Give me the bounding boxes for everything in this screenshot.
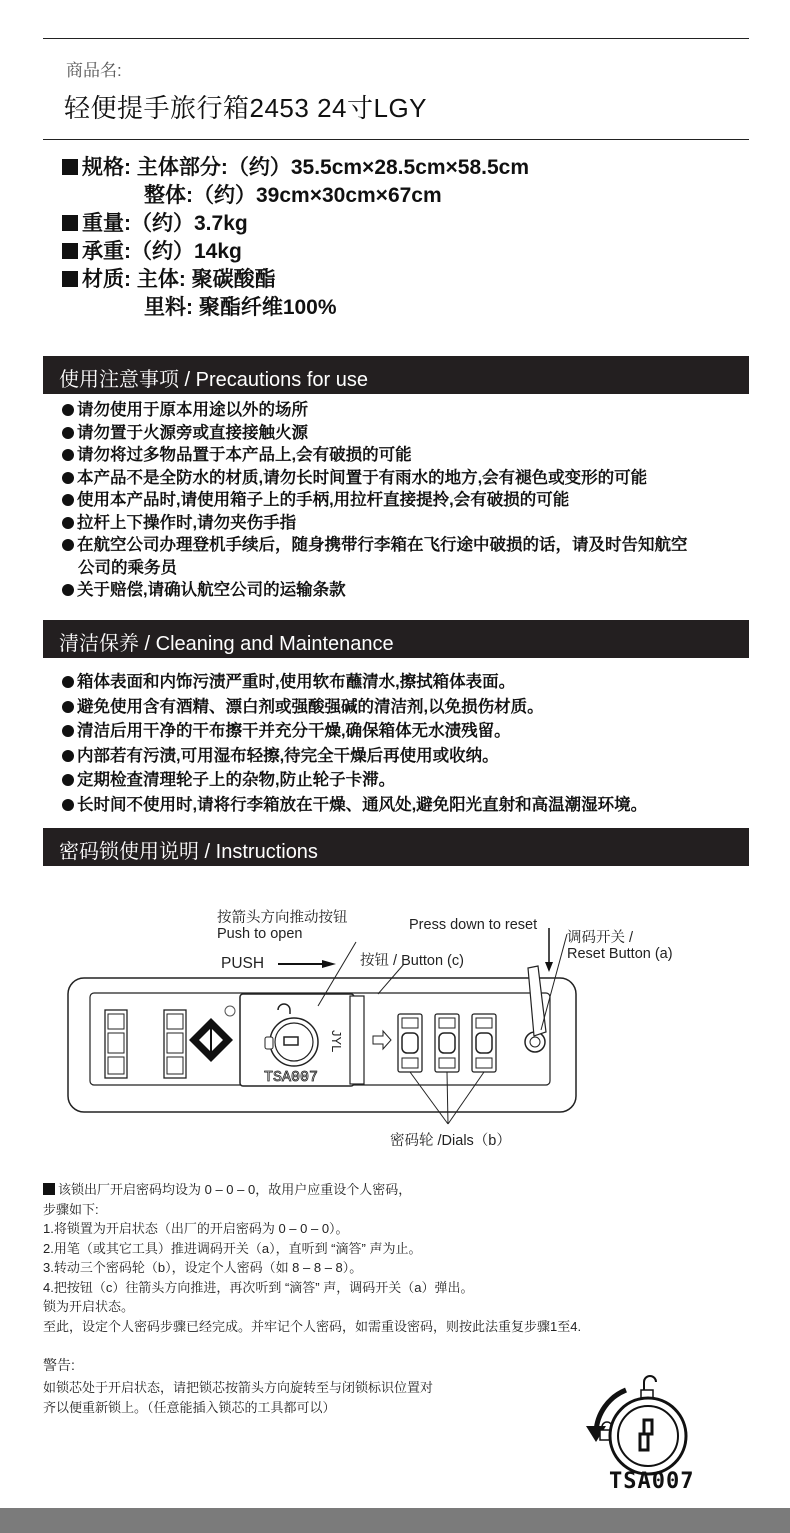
push-arrow-icon	[278, 960, 336, 968]
note-line: 3.转动三个密码轮（b），设定个人密码（如 8 – 8 – 8）。	[43, 1260, 363, 1275]
spec-row: 里料: 聚酯纤维100%	[144, 296, 337, 319]
push-label: PUSH	[221, 955, 265, 972]
footer-bar	[0, 1508, 790, 1533]
latch-right-icon	[164, 1010, 186, 1078]
tsa-label: TSA007	[609, 1469, 695, 1494]
bullet-icon	[62, 676, 74, 688]
square-bullet-icon	[62, 243, 78, 259]
product-name-label: 商品名:	[66, 61, 122, 80]
spec-row: 规格: 主体部分:（约）35.5cm×28.5cm×58.5cm	[62, 154, 529, 182]
header-divider	[43, 139, 749, 140]
bullet-icon	[62, 539, 74, 551]
note-line: 至此，设定个人密码步骤已经完成。并牢记个人密码，如需重设密码，则按此法重复步骤1至4.	[43, 1318, 582, 1334]
list-item: 清洁后用干净的干布擦干并充分干燥,确保箱体无水渍残留。	[62, 719, 647, 744]
bullet-icon	[62, 427, 74, 439]
list-item: 内部若有污渍,可用湿布轻擦,待完全干燥后再使用或收纳。	[62, 744, 647, 769]
list-item-continuation: 公司的乘务员	[78, 558, 177, 577]
bullet-icon	[62, 725, 74, 737]
bullet-icon	[62, 517, 74, 529]
square-bullet-icon	[62, 159, 78, 175]
top-divider	[43, 38, 749, 39]
list-item: 定期检查清理轮子上的杂物,防止轮子卡滞。	[62, 768, 647, 793]
cleaning-heading: 清洁保养 / Cleaning and Maintenance	[59, 633, 394, 655]
note-line: 该锁出厂开启密码均设为 0 – 0 – 0，故用户应重设个人密码，	[43, 1180, 581, 1200]
reset-cn-label: 调码开关 /	[567, 930, 634, 946]
list-item: 关于赔偿,请确认航空公司的运输条款	[62, 579, 688, 602]
warning-title: 警告:	[43, 1357, 75, 1373]
bullet-icon	[62, 750, 74, 762]
precautions-heading: 使用注意事项 / Precautions for use	[59, 369, 368, 391]
bullet-icon	[62, 774, 74, 786]
bullet-icon	[62, 799, 74, 811]
note-line: 锁为开启状态。	[43, 1299, 135, 1314]
dials-label: 密码轮 /Dials（b）	[390, 1133, 511, 1149]
note-line: 4.把按钮（c）往箭头方向推进，再次听到 “滴答” 声，调码开关（a）弹出。	[43, 1279, 474, 1295]
dial-1-icon	[398, 1014, 422, 1072]
square-bullet-icon	[43, 1183, 55, 1195]
lock-tsa-text: TSA007	[264, 1069, 319, 1086]
lock-brand-text: JYL	[329, 1030, 344, 1053]
bullet-icon	[62, 701, 74, 713]
press-reset-label: Press down to reset	[409, 917, 538, 933]
spec-row: 材质: 主体: 聚碳酸酯	[62, 266, 529, 294]
cleaning-list	[62, 670, 647, 817]
cleaning-heading-bar	[43, 620, 749, 658]
list-item: 请勿置于火源旁或直接接触火源	[62, 422, 688, 445]
list-item: 使用本产品时,请使用箱子上的手柄,用拉杆直接提拎,会有破损的可能	[62, 489, 688, 512]
square-bullet-icon	[62, 271, 78, 287]
list-item: 请勿使用于原本用途以外的场所	[62, 399, 688, 422]
warning-line: 齐以便重新锁上。（任意能插入锁芯的工具都可以）	[43, 1399, 336, 1415]
bullet-icon	[62, 404, 74, 416]
bullet-icon	[62, 472, 74, 484]
reset-en-label: Reset Button (a)	[567, 946, 673, 962]
instructions-notes	[43, 1180, 581, 1336]
instructions-heading: 密码锁使用说明 / Instructions	[59, 841, 318, 863]
note-line: 2.用笔（或其它工具）推进调码开关（a），直听到 “滴答” 声为止。	[43, 1240, 422, 1256]
list-item: 拉杆上下操作时,请勿夹伤手指	[62, 512, 688, 535]
latch-left-icon	[105, 1010, 127, 1078]
press-down-arrow-icon	[545, 928, 553, 972]
spec-row: 整体:（约）39cm×30cm×67cm	[144, 184, 442, 207]
warning-line: 如锁芯处于开启状态，请把锁芯按箭头方向旋转至与闭锁标识位置对	[43, 1380, 434, 1395]
list-item: 请勿将过多物品置于本产品上,会有破损的可能	[62, 444, 688, 467]
list-item: 在航空公司办理登机手续后，随身携带行李箱在飞行途中破损的话，请及时告知航空	[62, 534, 688, 557]
warning-text	[43, 1378, 433, 1417]
square-bullet-icon	[62, 215, 78, 231]
lock-diagram	[60, 890, 700, 1130]
dial-3-icon	[472, 1014, 496, 1072]
product-name: 轻便提手旅行箱2453 24寸LGY	[64, 93, 428, 123]
spec-list	[62, 154, 529, 322]
note-line: 1.将锁置为开启状态（出厂的开启密码为 0 – 0 – 0）。	[43, 1221, 349, 1236]
bullet-icon	[62, 449, 74, 461]
spec-row: 重量:（约）3.7kg	[62, 210, 529, 238]
lock-cylinder-icon	[610, 1398, 686, 1474]
bullet-icon	[62, 584, 74, 596]
precautions-heading-bar	[43, 356, 749, 394]
push-open-cn-label: 按箭头方向推动按钮	[217, 910, 348, 926]
list-item: 箱体表面和内饰污渍严重时,使用软布蘸清水,擦拭箱体表面。	[62, 670, 647, 695]
precautions-list	[62, 399, 688, 602]
push-open-en-label: Push to open	[217, 926, 303, 942]
dial-2-icon	[435, 1014, 459, 1072]
list-item: 长时间不使用时,请将行李箱放在干燥、通风处,避免阳光直射和高温潮湿环境。	[62, 793, 647, 818]
button-c-label: 按钮 / Button (c)	[360, 953, 464, 969]
note-line: 步骤如下:	[43, 1201, 99, 1217]
bullet-icon	[62, 494, 74, 506]
list-item: 本产品不是全防水的材质,请勿长时间置于有雨水的地方,会有褪色或变形的可能	[62, 467, 688, 490]
instructions-heading-bar	[43, 828, 749, 866]
spec-row: 承重:（约）14kg	[62, 238, 529, 266]
list-item: 避免使用含有酒精、漂白剂或强酸强碱的清洁剂,以免损伤材质。	[62, 695, 647, 720]
open-lock-icon	[641, 1376, 656, 1398]
